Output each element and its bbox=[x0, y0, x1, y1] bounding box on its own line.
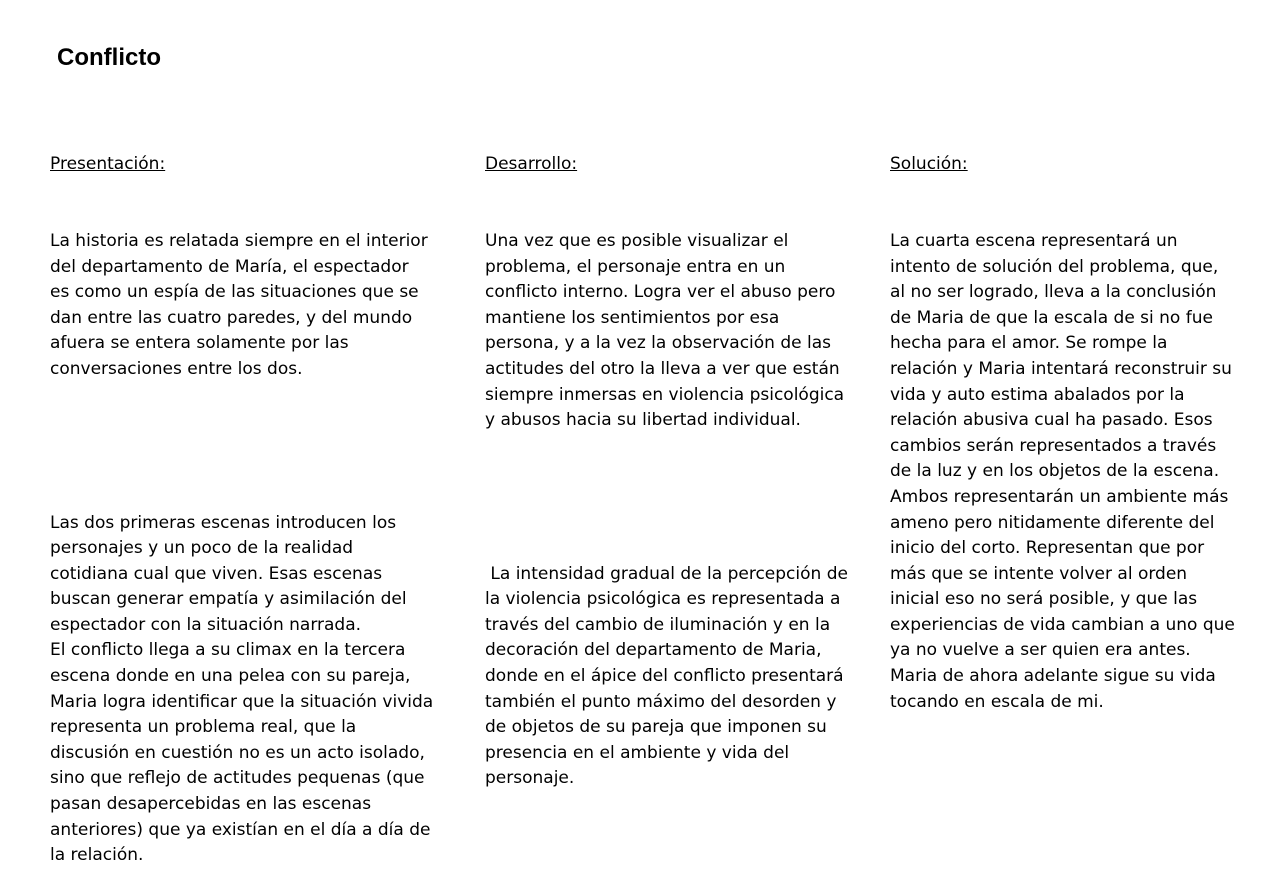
column-solucion bbox=[890, 101, 1255, 741]
paragraph: Una vez que es posible visualizar el problema, el personaje entra en un conflicto interno. Logra ver el abuso pero mantiene los sentimientos por esa persona, y a la vez la observación de las actitudes del otro la lleva a ver que están siempre inmersas en violencia psicológica y abusos hacia su libertad individual. bbox=[485, 230, 845, 431]
paragraph-spacer bbox=[485, 485, 860, 511]
paragraph: La intensidad gradual de la percepción de la violencia psicológica es representada a través del cambio de iluminación y en la decoración del departamento de Maria, donde en el ápice del conflicto presentará también el punto máximo del desorden y de objetos de su pareja que imponen su presencia en el ambiente y vida del personaje. bbox=[485, 563, 848, 789]
column-desarrollo bbox=[485, 101, 860, 818]
page-title: Conflicto bbox=[57, 44, 161, 71]
column-heading-solucion: Solución: bbox=[890, 154, 968, 175]
paragraph: La cuarta escena representará un intento de solución del problema, que, al no ser logrado, lleva a la conclusión de Maria de que la escala de si no fue hecha para el amor. Se rompe la relación y Maria intentará reconstruir su vida y auto estima abalados por la relación abusiva cual ha pasado. Esos cambios serán representados a través de la luz y en los objetos de la escena. Ambos representarán un ambiente más ameno pero nitidamente diferente del inicio del corto. Representan que por más que se intente volver al orden inicial eso no será posible, y que las experiencias de vida cambian a uno que ya no vuelve a ser quien era antes. Maria de ahora adelante sigue su vida tocando en escala de mi. bbox=[890, 230, 1235, 712]
column-heading-presentacion: Presentación: bbox=[50, 154, 166, 175]
column-presentacion bbox=[50, 101, 445, 894]
paragraph: Las dos primeras escenas introducen los personajes y un poco de la realidad cotidiana cual que viven. Esas escenas buscan generar empatía y asimilación del espectador con la situación narrada. El conflicto llega a su climax en la tercera escena donde en una pelea con su pareja, Maria logra identificar que la situación vivida representa un problema real, que la discusión en cuestión no es un acto isolado, sino que reflejo de actitudes pequenas (que pasan desapercebidas en las escenas anteriores) que ya existían en el día a día de la relación. bbox=[50, 512, 434, 866]
column-heading-desarrollo: Desarrollo: bbox=[485, 154, 578, 175]
paragraph: La historia es relatada siempre en el interior del departamento de María, el espectador es como un espía de las situaciones que se dan entre las cuatro paredes, y del mundo afuera se entera solamente por las conversaciones entre los dos. bbox=[50, 230, 428, 379]
paragraph-spacer bbox=[50, 434, 445, 460]
